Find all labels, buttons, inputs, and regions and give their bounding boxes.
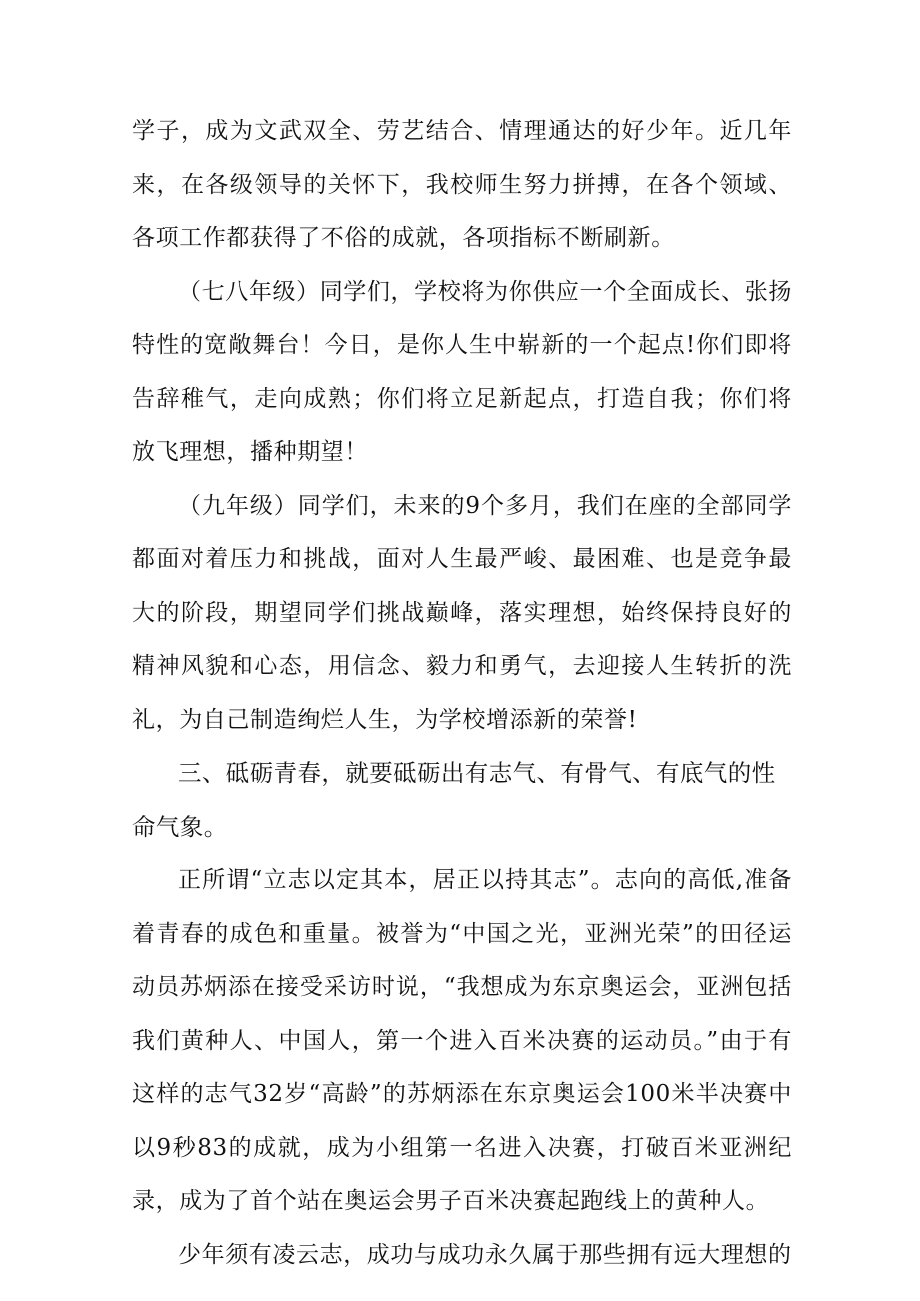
paragraph-continuation: 学子，成为文武双全、劳艺结合、情理通达的好少年。近几年来，在各级领导的关怀下，我校师生努力拼搏，在各个领域、各项工作都获得了不俗的成就，各项指标不断刷新。 [132, 118, 792, 251]
paragraph-ninth-grade: （九年级）同学们，未来的9个多月，我们在座的全部同学都面对着压力和挑战，面对人生最严峻、最困难、也是竞争最大的阶段，期望同学们挑战巅峰，落实理想，始终保持良好的精神风貌和心态，用信念、毅力和勇气，去迎接人生转折的洗礼，为自己制造绚烂人生，为学校增添新的荣誉! [132, 492, 792, 733]
paragraph-ambition: 少年须有凌云志，成功与成功永久属于那些拥有远大理想的 [178, 1241, 792, 1268]
paragraph-seventh-eighth-grade: （七八年级）同学们，学校将为你供应一个全面成长、张扬特性的宽敞舞台！今日，是你人生中崭新的一个起点!你们即将告辞稚气，走向成熟；你们将立足新起点，打造自我；你们将放飞理想，播种期望！ [132, 278, 792, 465]
section-heading-three: 三、砥砺青春，就要砥砺出有志气、有骨气、有底气的性命气象。 [132, 759, 776, 841]
paragraph-su-bingtian: 正所谓“立志以定其本，居正以持其志”。志向的高低,准备着青春的成色和重量。被誉为“中国之光，亚洲光荣”的田径运动员苏炳添在接受采访时说，“我想成为东京奥运会，亚洲包括我们黄种人、中国人，第一个进入百米决赛的运动员。”由于有这样的志气32岁“高龄”的苏炳添在东京奥运会100米半决赛中以9秒83的成就，成为小组第一名进入决赛，打破百米亚洲纪录，成为了首个站在奥运会男子百米决赛起跑线上的黄种人。 [132, 867, 792, 1214]
document-body [132, 105, 792, 1282]
